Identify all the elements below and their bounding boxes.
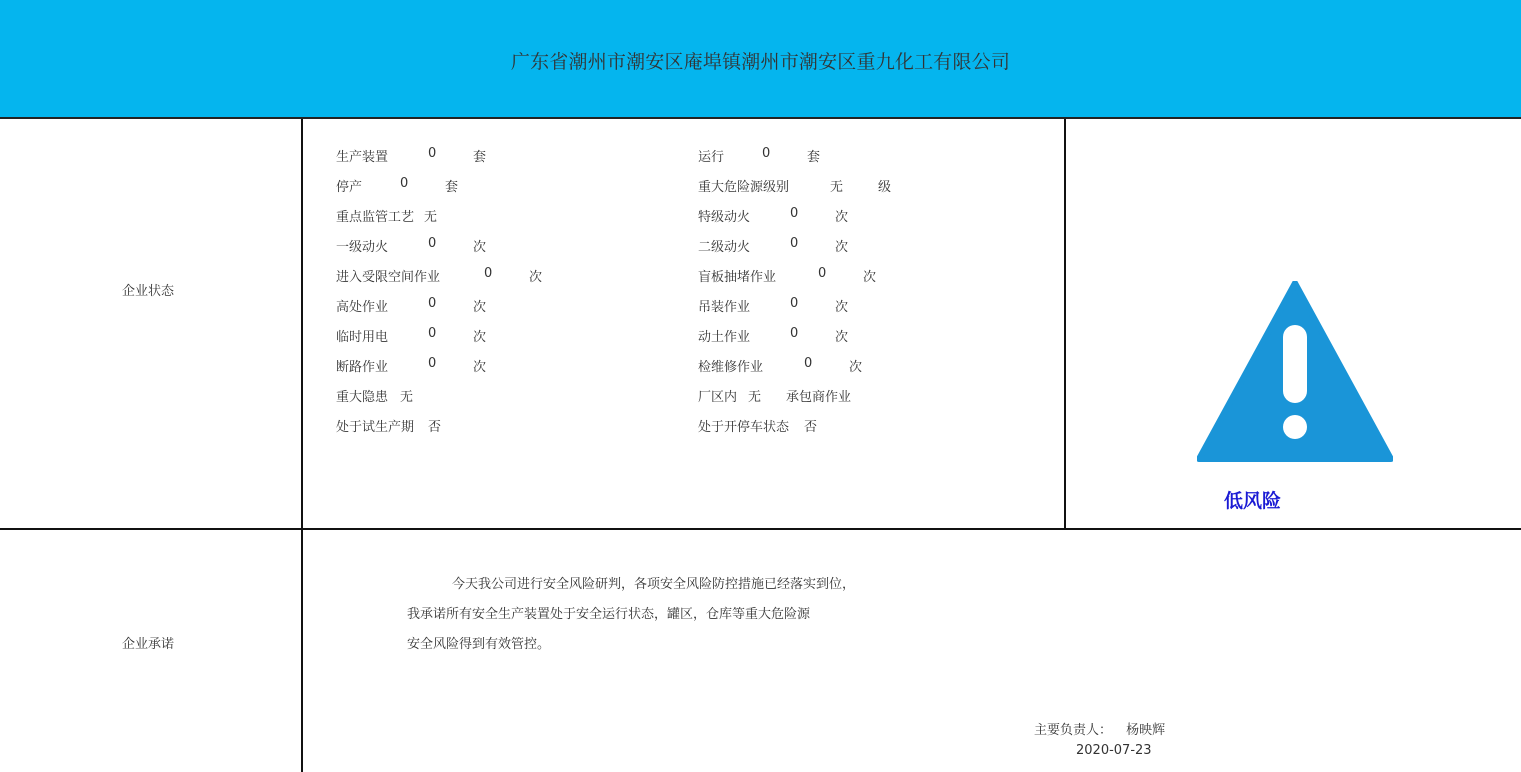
commitment-date: 2020-07-23	[1076, 743, 1152, 758]
field-label: 盲板抽堵作业	[698, 270, 777, 285]
field-label: 重大隐患	[336, 390, 389, 405]
field-value: 否	[428, 420, 442, 435]
field-value: 0	[790, 326, 799, 341]
field-label: 二级动火	[698, 240, 751, 255]
company-title: 广东省潮州市潮安区庵埠镇潮州市潮安区重九化工有限公司	[510, 51, 1011, 73]
field-label: 高处作业	[336, 300, 389, 315]
commitment-line-1: 今天我公司进行安全风险研判，各项安全风险防控措施已经落实到位，	[452, 577, 856, 592]
field-value: 0	[762, 146, 771, 161]
field-unit: 次	[473, 330, 487, 345]
field-label: 检维修作业	[698, 360, 764, 375]
field-label: 处于开停车状态	[698, 420, 790, 435]
field-unit: 套	[807, 150, 821, 165]
responsible-label: 主要负责人：	[1034, 723, 1113, 738]
field-label: 进入受限空间作业	[336, 270, 441, 285]
row-divider	[0, 528, 1521, 530]
field-label: 停产	[336, 180, 363, 195]
field-label: 重点监管工艺	[336, 210, 415, 225]
field-unit: 次	[529, 270, 543, 285]
field-value: 无	[400, 390, 414, 405]
field-value: 0	[818, 266, 827, 281]
field-label: 断路作业	[336, 360, 389, 375]
field-unit: 次	[473, 300, 487, 315]
field-value: 0	[428, 146, 437, 161]
field-unit: 套	[473, 150, 487, 165]
field-label: 特级动火	[698, 210, 751, 225]
field-unit: 次	[835, 300, 849, 315]
field-suffix: 承包商作业	[786, 390, 852, 405]
field-label: 一级动火	[336, 240, 389, 255]
field-value: 0	[790, 236, 799, 251]
responsible-person	[1034, 719, 1165, 738]
field-value: 0	[428, 326, 437, 341]
field-label: 重大危险源级别	[698, 180, 790, 195]
field-value: 否	[804, 420, 818, 435]
field-value: 0	[428, 236, 437, 251]
field-label: 吊装作业	[698, 300, 751, 315]
page-header	[0, 0, 1521, 119]
field-value: 无	[830, 180, 844, 195]
risk-level-label: 低风险	[1224, 490, 1282, 512]
field-label: 动土作业	[698, 330, 751, 345]
field-unit: 次	[863, 270, 877, 285]
field-unit: 次	[835, 240, 849, 255]
commitment-line-3: 安全风险得到有效管控。	[407, 637, 551, 652]
field-label: 运行	[698, 150, 725, 165]
field-label: 生产装置	[336, 150, 389, 165]
field-unit: 次	[835, 210, 849, 225]
field-value: 0	[428, 296, 437, 311]
commitment-section-label: 企业承诺	[122, 637, 175, 652]
commitment-line-2: 我承诺所有安全生产装置处于安全运行状态，罐区，仓库等重大危险源	[407, 607, 811, 622]
status-section-label: 企业状态	[122, 284, 175, 299]
field-value: 0	[790, 296, 799, 311]
column-divider-right	[1064, 119, 1066, 529]
field-value: 无	[748, 390, 762, 405]
field-label: 处于试生产期	[336, 420, 415, 435]
field-label: 厂区内	[698, 390, 738, 405]
field-unit: 套	[445, 180, 459, 195]
responsible-name: 杨映辉	[1126, 723, 1166, 738]
warning-triangle-icon	[1197, 281, 1393, 462]
field-unit: 次	[835, 330, 849, 345]
field-unit: 次	[849, 360, 863, 375]
field-value: 无	[424, 210, 438, 225]
field-label: 临时用电	[336, 330, 389, 345]
column-divider-left	[301, 119, 303, 772]
field-unit: 次	[473, 240, 487, 255]
field-value: 0	[804, 356, 813, 371]
field-value: 0	[790, 206, 799, 221]
field-value: 0	[400, 176, 409, 191]
field-value: 0	[484, 266, 493, 281]
field-value: 0	[428, 356, 437, 371]
field-unit: 次	[473, 360, 487, 375]
field-unit: 级	[878, 180, 892, 195]
